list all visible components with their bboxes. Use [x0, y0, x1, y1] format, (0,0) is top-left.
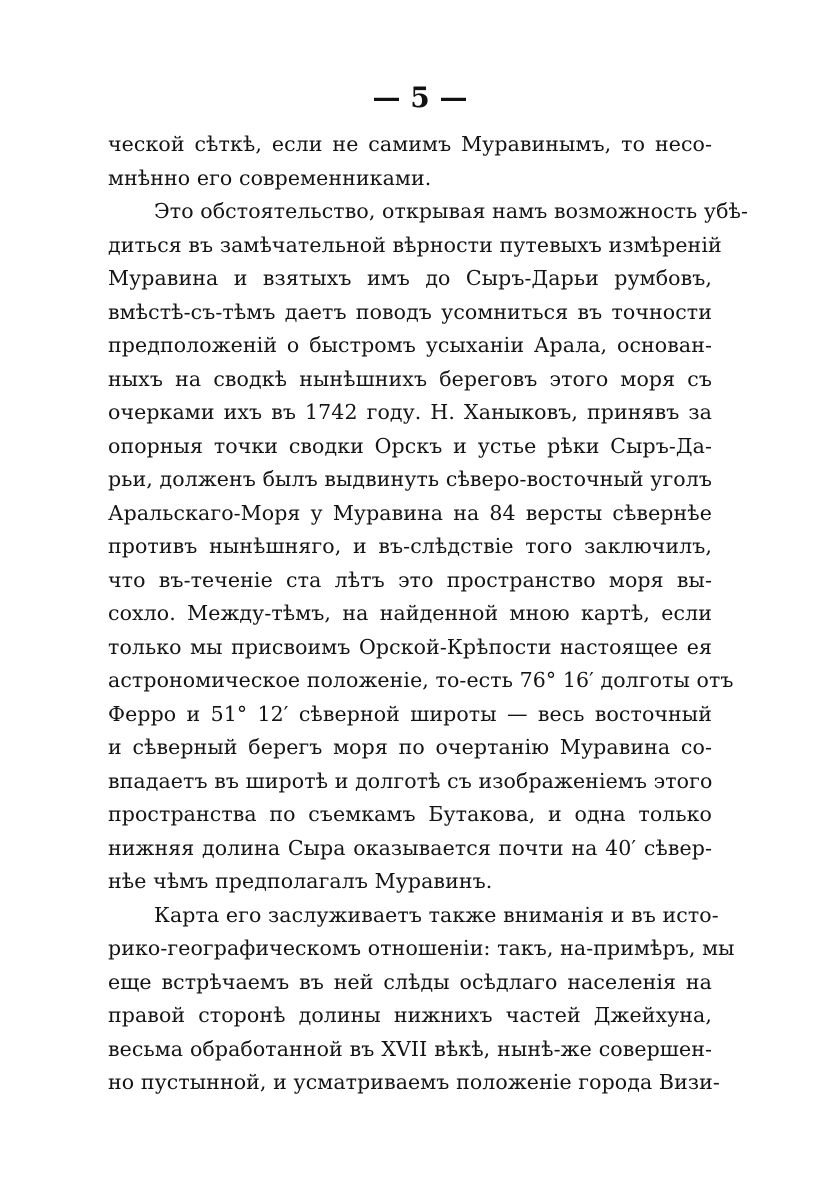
- text-line: но пустынной, и усматриваемъ положеніе города Визи-: [108, 1070, 720, 1094]
- text-line: сохло. Между-тѣмъ, на найденной мною картѣ, если: [108, 601, 712, 625]
- paragraph-3: [108, 899, 735, 1100]
- text-line: рьи, долженъ былъ выдвинуть сѣверо-восточный уголъ: [108, 467, 712, 491]
- text-line: предположеній о быстромъ усыханіи Арала, основан-: [108, 333, 712, 357]
- paragraph-2: [108, 195, 749, 899]
- text-line: астрономическое положеніе, то-есть 76° 16′ долготы отъ: [108, 668, 734, 692]
- text-line: мнѣнно его современниками.: [108, 165, 432, 190]
- text-line: Муравина и взятыхъ имъ до Сыръ-Дарьи румбовъ,: [108, 266, 712, 290]
- text-line: опорныя точки сводки Орскъ и устье рѣки Сыръ-Да-: [108, 433, 712, 458]
- text-line: очерками ихъ въ 1742 году. Н. Ханыковъ, принявъ за: [108, 400, 712, 424]
- text-line: впадаетъ въ широтѣ и долготѣ съ изображеніемъ этого: [108, 768, 713, 793]
- text-line: нижняя долина Сыра оказывается почти на 40′ сѣвер-: [108, 835, 712, 860]
- text-line: что въ-теченіе ста лѣтъ это пространство моря вы-: [108, 567, 712, 592]
- text-line: ныхъ на сводкѣ нынѣшнихъ береговъ этого моря съ: [108, 366, 712, 391]
- text-line: еще встрѣчаемъ въ ней слѣды осѣдлаго населенія на: [108, 969, 712, 994]
- text-line: Карта его заслуживаетъ также вниманія и въ исто-: [154, 902, 719, 927]
- text-line: вмѣстѣ-съ-тѣмъ даетъ поводъ усомниться въ точности: [108, 299, 712, 324]
- body-text: [108, 128, 749, 1100]
- text-line: Ферро и 51° 12′ сѣверной широты — весь восточный: [108, 701, 712, 726]
- text-line: рико-географическомъ отношеніи: такъ, на-примѣръ, мы: [108, 936, 735, 960]
- text-line: только мы присвоимъ Орской-Крѣпости настоящее ея: [108, 634, 712, 659]
- text-line: правой сторонѣ долины нижнихъ частей Джейхуна,: [108, 1003, 712, 1027]
- paragraph-1: [108, 128, 712, 195]
- text-line: и сѣверный берегъ моря по очертанію Муравина со-: [108, 735, 712, 759]
- text-line: ческой сѣткѣ, если не самимъ Муравинымъ, то несо-: [108, 132, 712, 156]
- page-number: — 5 —: [372, 81, 468, 114]
- text-line: Это обстоятельство, открывая намъ возможность убѣ-: [154, 199, 749, 223]
- text-line: пространства по съемкамъ Бутакова, и одна только: [108, 802, 712, 826]
- text-line: диться въ замѣчательной вѣрности путевыхъ измѣреній: [108, 232, 722, 257]
- text-line: противъ нынѣшняго, и въ-слѣдствіе того заключилъ,: [108, 534, 712, 558]
- text-line: нѣе чѣмъ предполагалъ Муравинъ.: [108, 869, 493, 893]
- text-line: весьма обработанной въ XVII вѣкѣ, нынѣ-же совершен-: [108, 1036, 712, 1061]
- text-line: Аральскаго-Моря у Муравина на 84 версты сѣвернѣе: [108, 500, 712, 525]
